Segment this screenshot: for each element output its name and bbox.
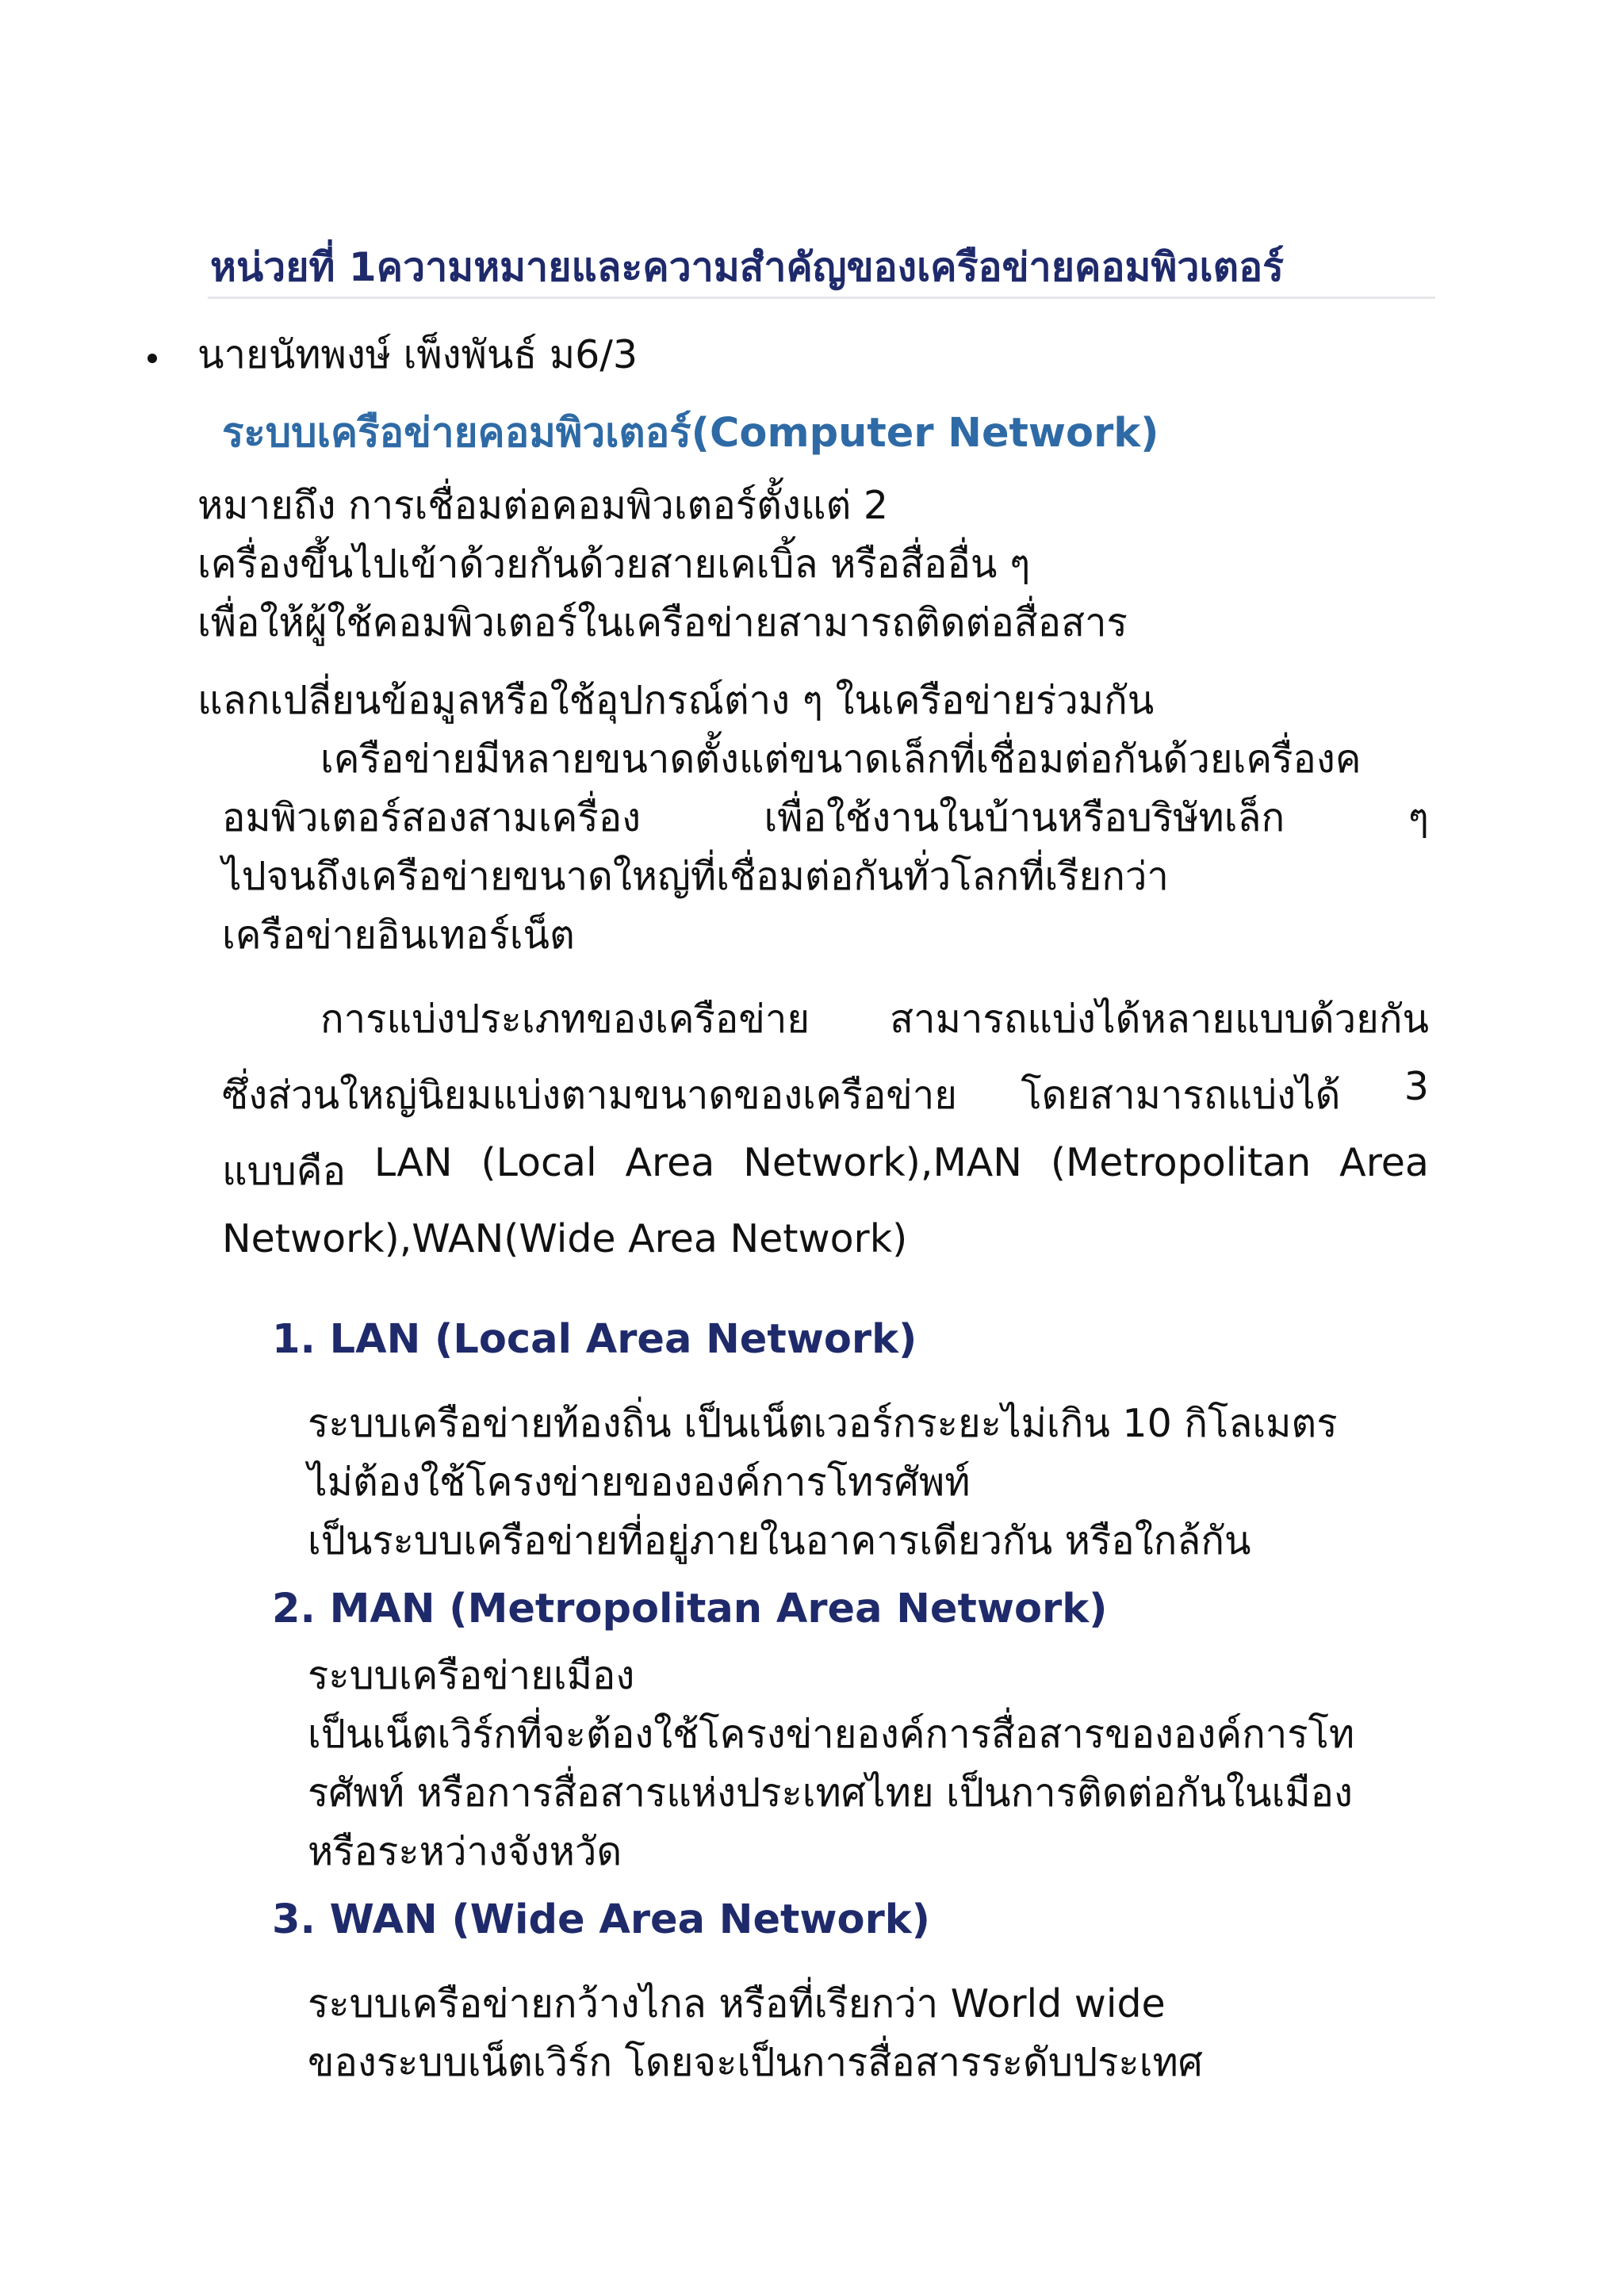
text-segment: เพื่อใช้งานในบ้านหรือบริษัทเล็ก (764, 795, 1285, 840)
definition-line: เครื่องขึ้นไปเข้าด้วยกันด้วยสายเคเบิ้ล หรือสื่ออื่น ๆ (197, 541, 1031, 587)
text-segment: (Local (481, 1140, 597, 1185)
unit-title: หน่วยที่ 1ความหมายและความสำคัญของเครือข่ายคอมพิวเตอร์ (210, 244, 1284, 290)
wan-line: ของระบบเน็ตเวิร์ก โดยจะเป็นการสื่อสารระดับประเทศ (308, 2040, 1203, 2085)
man-line: เป็นเน็ตเวิร์กที่จะต้องใช้โครงข่ายองค์การสื่อสารขององค์การโท (308, 1712, 1355, 1757)
man-heading: 2. MAN (Metropolitan Area Network) (272, 1586, 1108, 1632)
bullet-icon (147, 354, 157, 363)
type-paragraph-justified-line (222, 1064, 1429, 1126)
definition-line: แลกเปลี่ยนข้อมูลหรือใช้อุปกรณ์ต่าง ๆ ในเครือข่ายร่วมกัน (197, 678, 1155, 723)
size-paragraph-line: ไปจนถึงเครือข่ายขนาดใหญ่ที่เชื่อมต่อกันทั่วโลกที่เรียกว่า (222, 854, 1169, 899)
text-segment: โดยสามารถแบ่งได้ (1021, 1073, 1341, 1118)
text-segment: การแบ่งประเภทของเครือข่าย (320, 997, 810, 1042)
man-line: ระบบเครือข่ายเมือง (308, 1653, 635, 1698)
type-paragraph-justified-line (222, 1140, 1429, 1202)
type-paragraph-line: Network),WAN(Wide Area Network) (222, 1216, 908, 1261)
size-paragraph-justified-line (222, 786, 1429, 848)
lan-heading: 1. LAN (Local Area Network) (272, 1316, 917, 1363)
title-divider (208, 297, 1435, 299)
lan-line: ระบบเครือข่ายท้องถิ่น เป็นเน็ตเวอร์กระยะไม่เกิน 10 กิโลเมตร (308, 1401, 1338, 1446)
text-segment: ซึ่งส่วนใหญ่นิยมแบ่งตามขนาดของเครือข่าย (222, 1073, 958, 1118)
text-segment: Area (1339, 1140, 1429, 1185)
lan-line: ไม่ต้องใช้โครงข่ายขององค์การโทรศัพท์ (308, 1460, 971, 1505)
text-segment: (Metropolitan (1050, 1140, 1312, 1185)
text-segment: Network),MAN (743, 1140, 1022, 1185)
lan-line: เป็นระบบเครือข่ายที่อยู่ภายในอาคารเดียวกัน หรือใกล้กัน (308, 1518, 1251, 1563)
text-segment: ๆ (1408, 795, 1429, 840)
text-segment: อมพิวเตอร์สองสามเครื่อง (222, 795, 642, 840)
size-paragraph-line: เครือข่ายอินเทอร์เน็ต (222, 913, 575, 958)
network-heading: ระบบเครือข่ายคอมพิวเตอร์(Computer Network) (222, 410, 1159, 457)
type-paragraph-justified-line (320, 988, 1429, 1050)
man-line: รศัพท์ หรือการสื่อสารแห่งประเทศไทย เป็นการติดต่อกันในเมือง (308, 1770, 1353, 1816)
definition-line: เพื่อให้ผู้ใช้คอมพิวเตอร์ในเครือข่ายสามารถติดต่อสื่อสาร (197, 600, 1128, 645)
definition-line: หมายถึง การเชื่อมต่อคอมพิวเตอร์ตั้งแต่ 2 (197, 483, 889, 528)
text-segment: LAN (373, 1140, 453, 1185)
text-segment: แบบคือ (222, 1149, 346, 1194)
text-segment: Area (625, 1140, 715, 1185)
text-segment: 3 (1404, 1064, 1429, 1109)
wan-heading: 3. WAN (Wide Area Network) (272, 1896, 930, 1943)
size-paragraph-line: เครือข่ายมีหลายขนาดตั้งแต่ขนาดเล็กที่เชื่อมต่อกันด้วยเครื่องค (320, 737, 1362, 782)
wan-line: ระบบเครือข่ายกว้างไกล หรือที่เรียกว่า World wide (308, 1981, 1166, 2026)
man-line: หรือระหว่างจังหวัด (308, 1829, 622, 1874)
author-line: นายนัทพงษ์ เพ็งพันธ์ ม6/3 (197, 332, 638, 377)
text-segment: สามารถแบ่งได้หลายแบบด้วยกัน (890, 997, 1429, 1042)
